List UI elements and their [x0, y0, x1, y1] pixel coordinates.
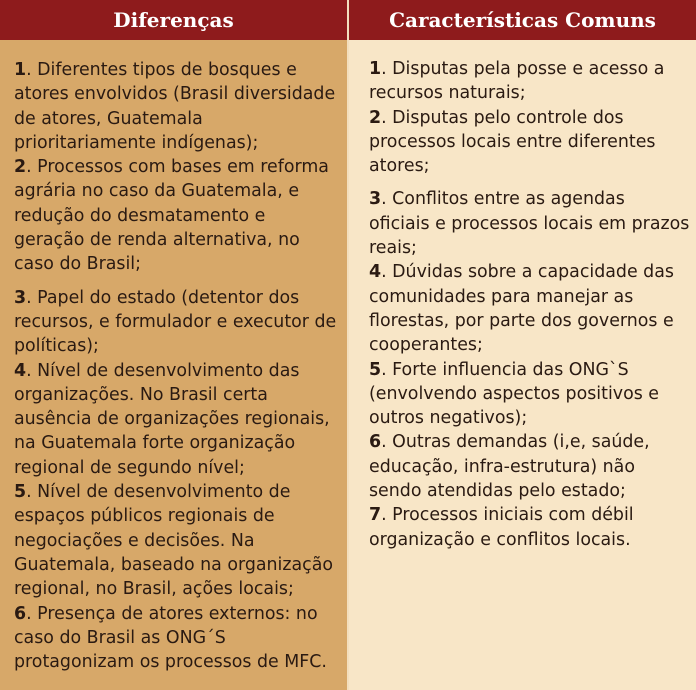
difference-item-5 [14, 480, 341, 601]
difference-text: . Nível de desenvolvimento das organizações. No Brasil certa ausência de organizações regionais, na Guatemala forte organização regional de segundo nível; [14, 360, 330, 478]
difference-text: . Nível de desenvolvimento de espaços públicos regionais de negociações e decisões. Na Guatemala, baseado na organização regional, no Brasil, ações locais; [14, 482, 334, 600]
common-number: 7 [369, 505, 382, 526]
common-text: . Dúvidas sobre a capacidade das comunidades para manejar as florestas, por parte dos governos e cooperantes; [369, 262, 674, 356]
difference-number: 2 [14, 157, 27, 178]
difference-number: 6 [14, 603, 27, 624]
common-number: 3 [369, 189, 382, 210]
common-item-6 [369, 430, 690, 503]
differences-column [0, 40, 347, 690]
difference-text: . Papel do estado (detentor dos recursos, e formulador e executor de políticas); [14, 287, 337, 357]
common-text: . Outras demandas (i,e, saúde, educação, infra-estrutura) não sendo atendidas pelo estado; [369, 432, 650, 502]
common-item-7 [369, 503, 690, 552]
common-text: . Processos iniciais com débil organização e conflitos locais. [369, 505, 634, 550]
difference-number: 1 [14, 60, 27, 80]
common-item-4 [369, 260, 690, 357]
common-item-1 [369, 57, 690, 106]
common-item-2 [369, 106, 690, 179]
header-differences: Diferenças [0, 0, 347, 40]
common-text: . Disputas pelo controle dos processos locais entre diferentes atores; [369, 107, 656, 177]
difference-item-3 [14, 286, 341, 359]
common-text: . Disputas pela posse e acesso a recursos naturais; [369, 59, 665, 104]
difference-number: 3 [14, 287, 27, 308]
common-number: 4 [369, 262, 382, 283]
common-number: 1 [369, 59, 382, 79]
common-number: 2 [369, 107, 382, 128]
common-characteristics-column [349, 40, 696, 690]
common-number: 5 [369, 359, 382, 380]
difference-item-2 [14, 155, 341, 276]
common-text: . Forte influencia das ONG`S (envolvendo aspectos positivos e outros negativos); [369, 359, 659, 429]
difference-item-1 [14, 58, 341, 155]
difference-text: . Presença de atores externos: no caso do Brasil as ONG´S protagonizam os processos de MFC. [14, 603, 327, 673]
common-number: 6 [369, 432, 382, 453]
common-text: . Conflitos entre as agendas oficiais e processos locais em prazos reais; [369, 189, 690, 259]
common-item-3 [369, 187, 690, 260]
difference-text: . Diferentes tipos de bosques e atores envolvidos (Brasil diversidade de atores, Guatemala prioritariamente indígenas); [14, 60, 336, 153]
difference-text: . Processos com bases em reforma agrária no caso da Guatemala, e redução do desmatamento e geração de renda alternativa, no caso do Brasil; [14, 157, 329, 275]
difference-number: 5 [14, 482, 27, 503]
header-common-characteristics: Características Comuns [349, 0, 696, 40]
difference-item-6 [14, 602, 341, 675]
difference-number: 4 [14, 360, 27, 381]
common-item-5 [369, 358, 690, 431]
difference-item-4 [14, 359, 341, 480]
